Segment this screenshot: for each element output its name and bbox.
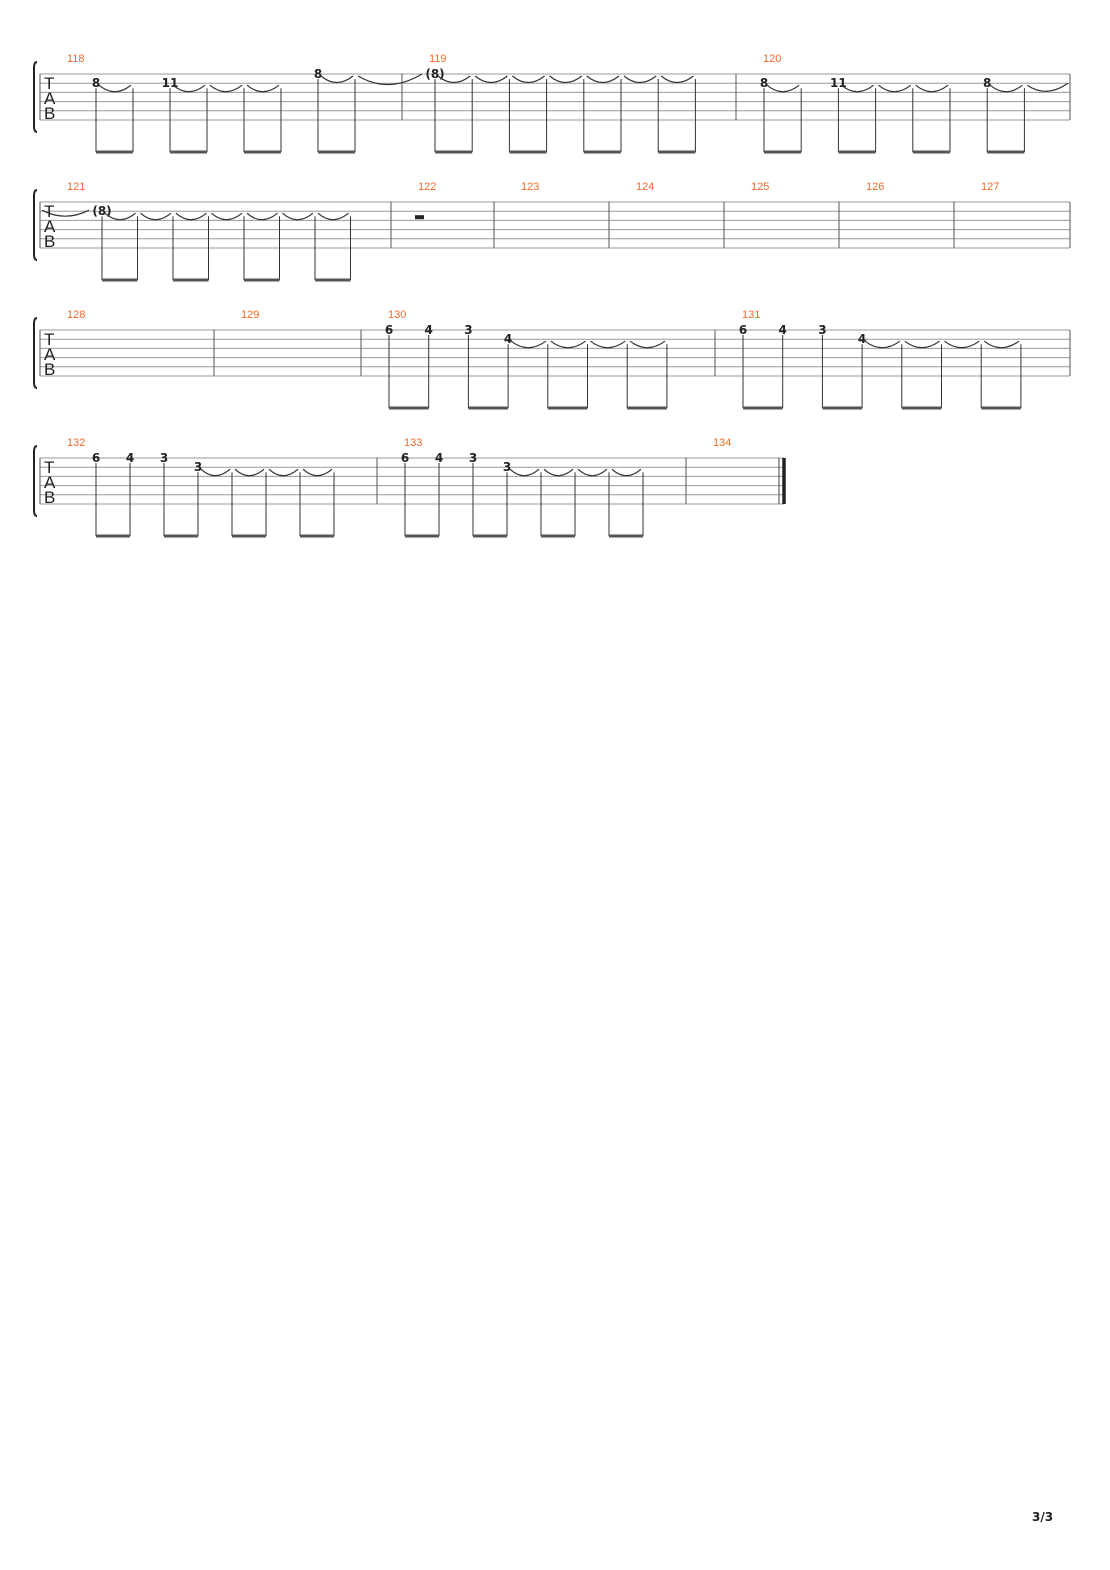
tie-arc: [235, 469, 264, 476]
fret-number: 4: [503, 332, 513, 347]
tie-arc: [511, 341, 546, 348]
fret-number: 3: [502, 460, 512, 475]
tie-arc: [551, 341, 586, 348]
measure-number: 126: [866, 181, 885, 193]
tie-arc: [630, 341, 665, 348]
measure-number: 119: [429, 53, 447, 65]
system-bracket: [34, 190, 37, 260]
tie-arc: [879, 85, 911, 92]
measure-number: 118: [67, 53, 85, 65]
measure-number: 131: [742, 309, 761, 321]
tie-arc: [212, 213, 243, 220]
tie-arc: [318, 213, 349, 220]
tie-arc: [210, 85, 242, 92]
fret-number: 6: [400, 451, 410, 465]
measure-number: 134: [713, 437, 732, 449]
tie-arc: [303, 469, 332, 476]
tab-clef-letter: B: [44, 104, 56, 123]
measure-number: 121: [67, 181, 86, 193]
tie-arc: [247, 213, 278, 220]
fret-number: 3: [468, 451, 478, 465]
measure-number: 120: [763, 53, 782, 65]
tie-arc: [321, 76, 353, 83]
system-bracket: [34, 62, 37, 132]
rest-mark: [415, 215, 424, 219]
tie-arc: [578, 469, 607, 476]
page-number: 3/3: [1032, 1510, 1054, 1524]
fret-number: 6: [91, 451, 101, 465]
fret-number: 11: [161, 76, 179, 91]
fret-number: 11: [830, 76, 847, 91]
tie-arc: [865, 341, 900, 348]
fret-number: 3: [193, 460, 203, 475]
tie-arc: [916, 85, 948, 92]
fret-number: 8: [91, 76, 101, 91]
tie-arc: [269, 469, 298, 476]
tie-arc: [283, 213, 314, 220]
tab-system-4: [34, 437, 784, 536]
tie-arc: [767, 85, 799, 92]
tab-clef-letter: T: [44, 458, 55, 477]
tab-clef-letter: A: [44, 217, 56, 236]
tie-arc: [550, 76, 582, 83]
tie-arc: [612, 469, 641, 476]
fret-number: 8: [759, 76, 769, 91]
measure-number: 122: [418, 181, 437, 193]
fret-number: 3: [159, 451, 169, 465]
tab-clef-letter: T: [44, 74, 55, 93]
fret-number: 8: [983, 76, 992, 91]
tab-clef-letter: B: [44, 232, 56, 251]
tie-arc: [984, 341, 1019, 348]
tab-clef-letter: T: [44, 330, 55, 349]
system-bracket: [34, 318, 37, 388]
tie-arc: [661, 76, 693, 83]
measure-number: 127: [981, 181, 1000, 193]
fret-number: 4: [778, 323, 787, 337]
system-bracket: [34, 446, 37, 516]
measure-number: 123: [521, 181, 540, 193]
tie-arc: [945, 341, 980, 348]
measure-number: 124: [636, 181, 655, 193]
fret-number: 4: [424, 323, 433, 337]
tie-arc: [1027, 83, 1068, 91]
tab-clef-letter: A: [44, 473, 56, 492]
tie-arc: [176, 213, 207, 220]
tie-arc: [141, 213, 172, 220]
fret-number: 4: [434, 451, 444, 465]
fret-number: 4: [857, 332, 867, 347]
measure-number: 132: [67, 437, 86, 449]
tie-arc: [587, 76, 619, 83]
fret-number: 6: [384, 323, 394, 337]
measure-number: 130: [388, 309, 407, 321]
tie-arc: [247, 85, 279, 92]
tie-arc: [624, 76, 656, 83]
fret-number: (8): [425, 67, 445, 81]
tab-clef-letter: T: [44, 202, 55, 221]
fret-number: 8: [313, 67, 323, 81]
measure-number: 133: [404, 437, 423, 449]
tie-arc: [591, 341, 626, 348]
fret-number: 3: [464, 323, 473, 337]
measure-number: 128: [67, 309, 86, 321]
tab-clef-letter: B: [44, 360, 56, 379]
measure-number: 129: [241, 309, 260, 321]
measure-number: 125: [751, 181, 770, 193]
tab-clef-letter: B: [44, 488, 56, 507]
tab-system-3: [34, 309, 1070, 408]
fret-number: 4: [125, 451, 135, 465]
fret-number: 6: [738, 323, 748, 337]
tie-arc: [905, 341, 940, 348]
tie-arc: [475, 76, 507, 83]
tab-system-2: [34, 181, 1070, 280]
tie-arc: [990, 85, 1022, 92]
fret-number: (8): [92, 204, 112, 219]
tie-arc: [512, 76, 544, 83]
tie-arc: [544, 469, 573, 476]
tie-arc: [510, 469, 539, 476]
fret-number: 3: [818, 323, 827, 337]
tab-system-1: [34, 53, 1070, 152]
tie-arc: [201, 469, 230, 476]
tab-clef-letter: A: [44, 89, 56, 108]
tab-clef-letter: A: [44, 345, 56, 364]
tie-arc: [99, 85, 131, 92]
